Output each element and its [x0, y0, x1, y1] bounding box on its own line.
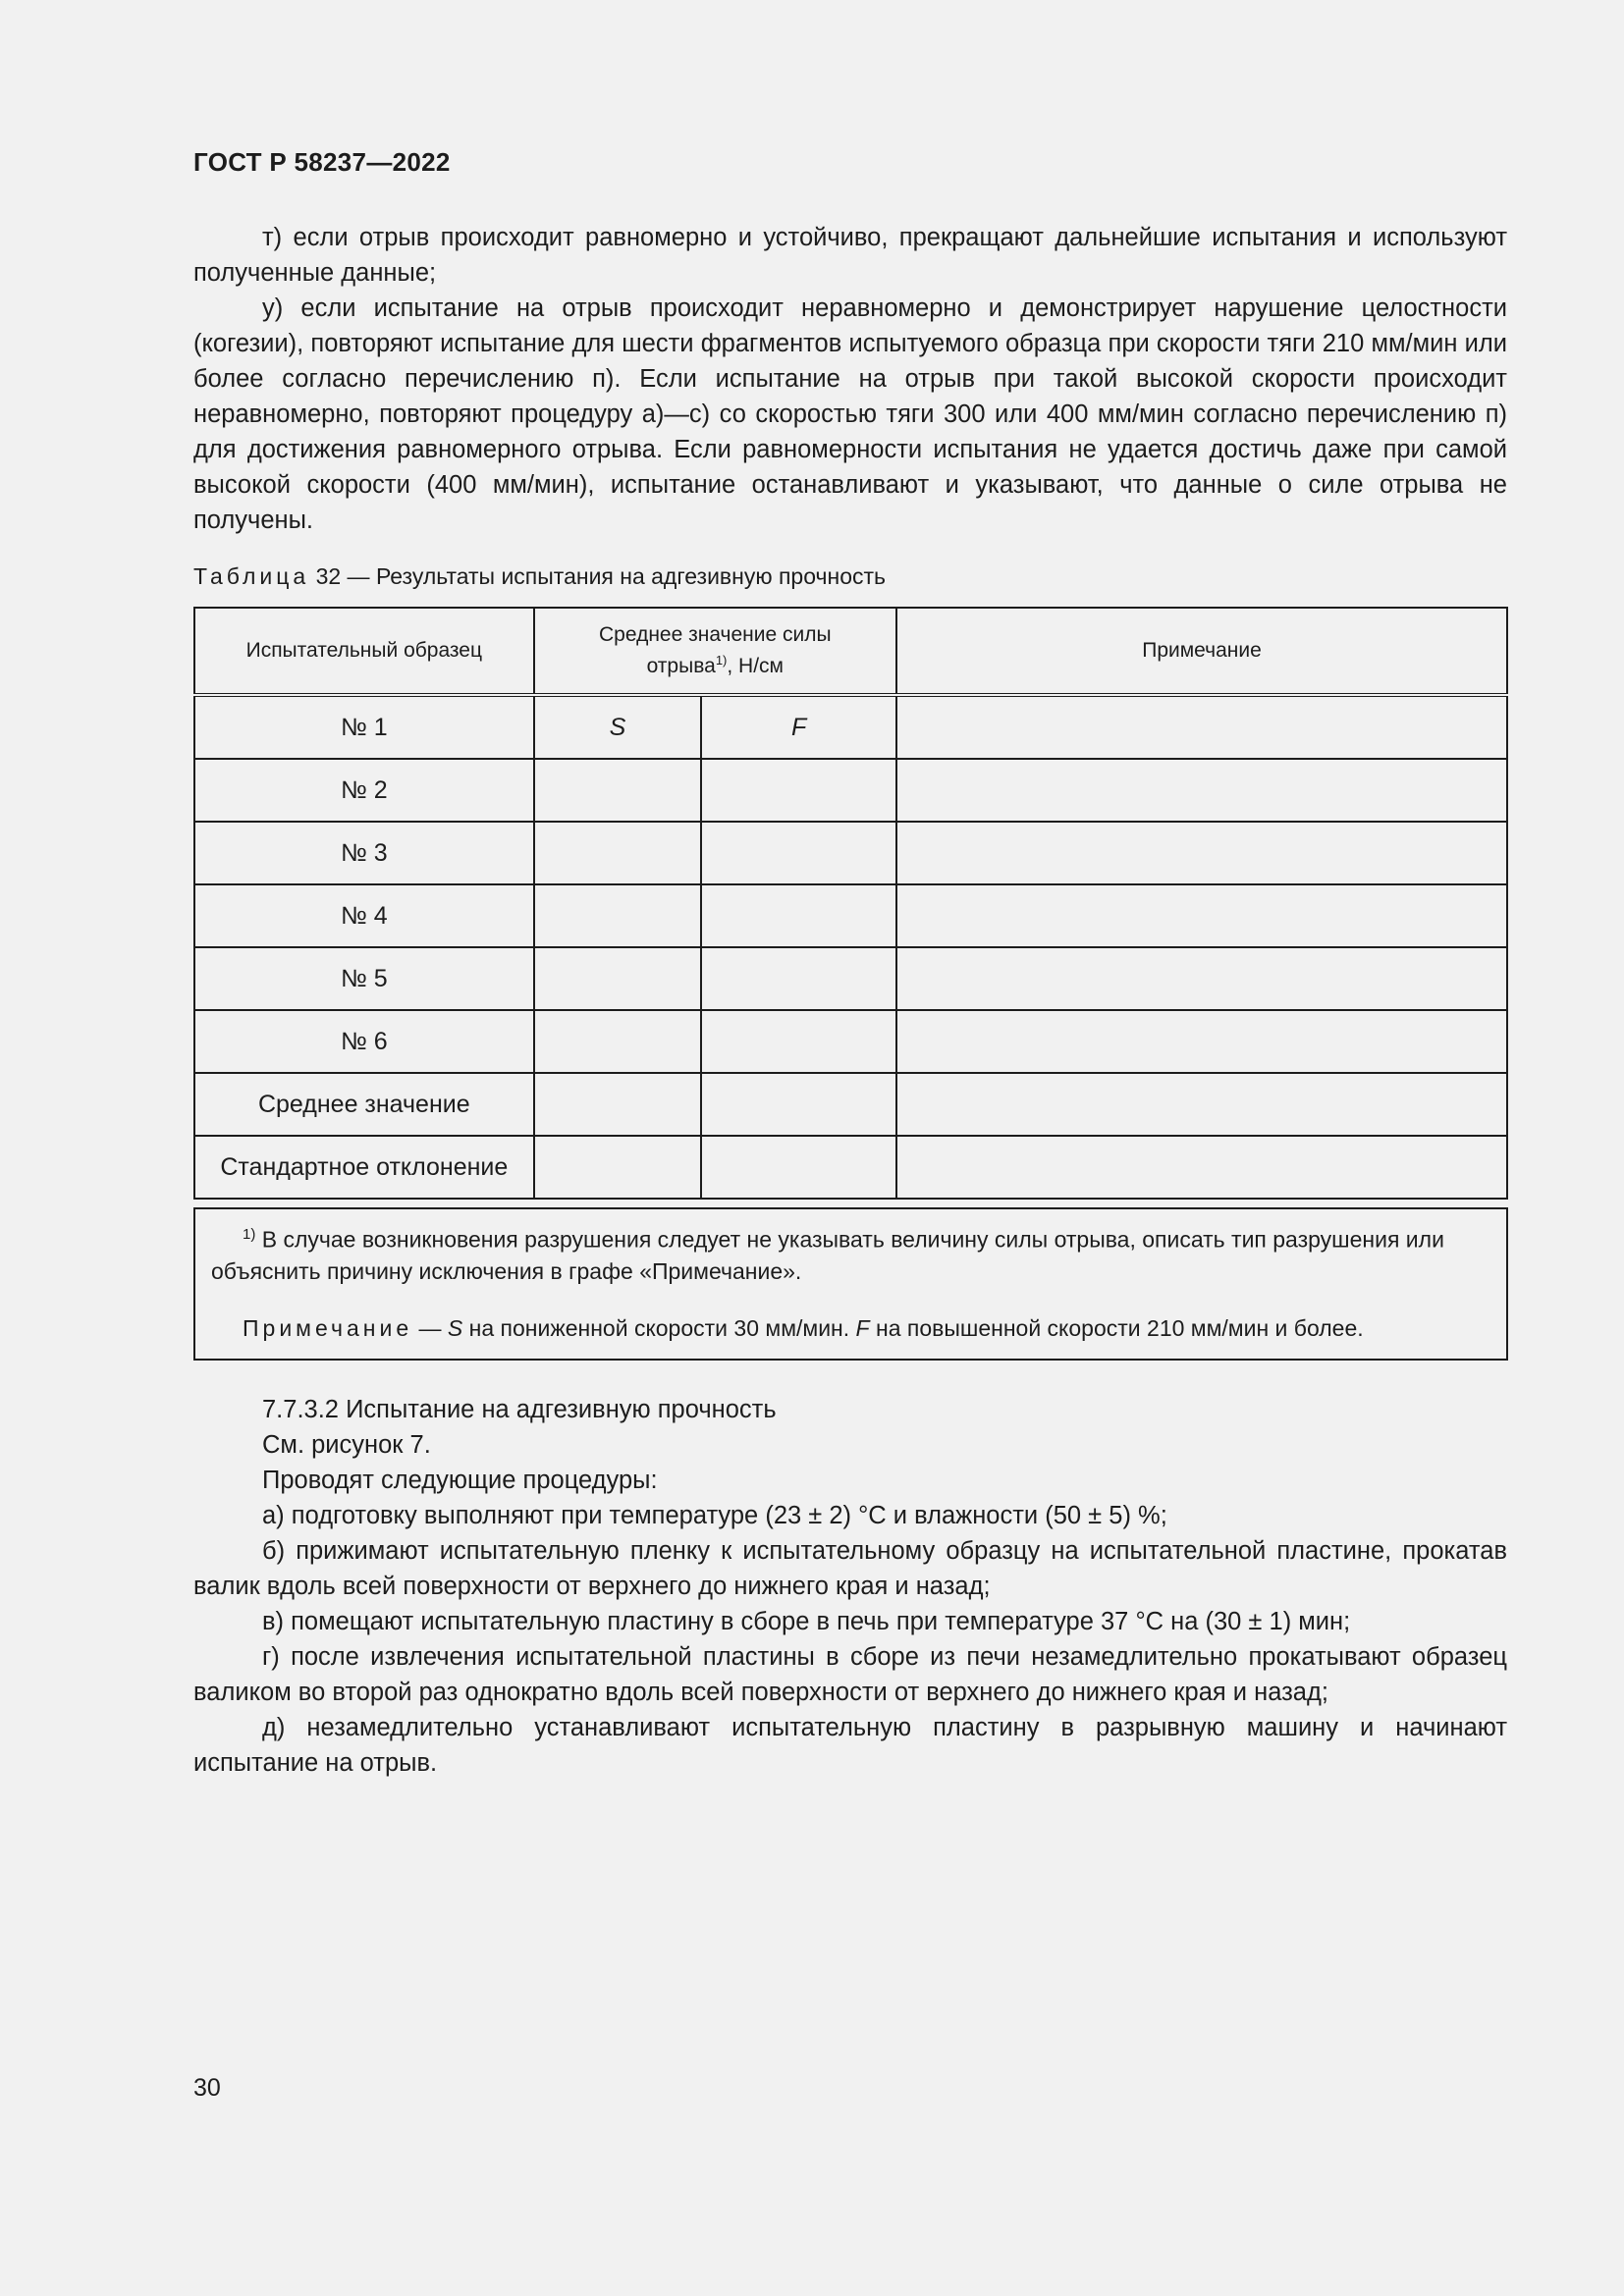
note-s: S	[447, 1315, 463, 1341]
f-cell	[701, 947, 896, 1010]
note-label: Примечание	[243, 1315, 413, 1341]
row-label: Среднее значение	[194, 1073, 534, 1136]
note-cell	[896, 884, 1507, 947]
table-row	[194, 822, 1507, 884]
f-cell	[701, 1010, 896, 1073]
results-table	[193, 607, 1508, 1200]
s-cell	[534, 1136, 702, 1199]
note-cell	[896, 759, 1507, 822]
f-cell	[701, 1136, 896, 1199]
note-cell	[896, 822, 1507, 884]
note-cell	[896, 695, 1507, 759]
table-note	[243, 1312, 1364, 1344]
table-row	[194, 1136, 1507, 1199]
s-cell	[534, 759, 702, 822]
bottom-text-block	[193, 1392, 1507, 1781]
table-row	[194, 947, 1507, 1010]
note-end: на повышенной скорости 210 мм/мин и более.	[869, 1315, 1364, 1341]
header-note: Примечание	[896, 608, 1507, 695]
paragraph-t: т) если отрыв происходит равномерно и устойчиво, прекращают дальнейшие испытания и используют полученные данные;	[193, 224, 1507, 287]
row-label: Стандартное отклонение	[194, 1136, 534, 1199]
s-cell	[534, 884, 702, 947]
note-dash: —	[412, 1315, 448, 1341]
procedure-d: д) незамедлительно устанавливают испытательную пластину в разрывную машину и начинают испытание на отрыв.	[193, 1714, 1507, 1777]
table-caption-label: Таблица	[193, 563, 310, 589]
s-cell	[534, 1073, 702, 1136]
table-footnote	[211, 1219, 1492, 1287]
procedure-v: в) помещают испытательную пластину в сборе в печь при температуре 37 °С на (30 ± 1) мин;	[262, 1608, 1351, 1635]
page-number: 30	[193, 2074, 221, 2102]
row-label: № 3	[194, 822, 534, 884]
table-caption-text: 32 — Результаты испытания на адгезивную прочность	[315, 563, 887, 589]
header-force-line1: Среднее значение силы	[599, 623, 832, 646]
s-cell	[534, 822, 702, 884]
table-row	[194, 1073, 1507, 1136]
header-force-unit: , Н/см	[727, 655, 784, 677]
f-cell	[701, 1073, 896, 1136]
paragraph-u: у) если испытание на отрыв происходит неравномерно и демонстрирует нарушение целостности (когезии), повторяют испытание для шести фрагментов испытуемого образца при скорости тяги 210 мм/мин или более согласно перечислению п). Если испытание на отрыв при такой высокой скорости происходит неравномерно, повторяют процедуру а)—с) со скоростью тяги 300 или 400 мм/мин согласно перечислению п) для достижения равномерного отрыва. Если равномерности испытания не удается достичь даже при самой высокой скорости (400 мм/мин), испытание останавливают и указывают, что данные о силе отрыва не получены.	[193, 294, 1507, 534]
top-text-block	[193, 220, 1507, 538]
table-row	[194, 1010, 1507, 1073]
table-row	[194, 884, 1507, 947]
table-row	[194, 695, 1507, 759]
header-force	[534, 608, 896, 695]
subheader-s: S	[534, 695, 702, 759]
procedure-g: г) после извлечения испытательной пластины в сборе из печи незамедлительно прокатывают образец валиком во второй раз однократно вдоль всей поверхности от верхнего до нижнего края и назад;	[193, 1643, 1507, 1706]
row-label: № 5	[194, 947, 534, 1010]
s-cell	[534, 1010, 702, 1073]
subheader-f: F	[701, 695, 896, 759]
table-footer	[193, 1207, 1508, 1361]
figure-reference: См. рисунок 7.	[262, 1431, 431, 1459]
f-cell	[701, 759, 896, 822]
table-header-row	[194, 608, 1507, 695]
note-cell	[896, 947, 1507, 1010]
f-cell	[701, 884, 896, 947]
row-label: № 1	[194, 695, 534, 759]
header-force-line2: отрыва	[646, 655, 716, 677]
footnote-text: В случае возникновения разрушения следует не указывать величину силы отрыва, описать тип разрушения или объяснить причину исключения в графе «Примечание».	[211, 1226, 1444, 1284]
procedure-a: а) подготовку выполняют при температуре (23 ± 2) °С и влажности (50 ± 5) %;	[262, 1502, 1167, 1529]
header-specimen: Испытательный образец	[194, 608, 534, 695]
note-cell	[896, 1136, 1507, 1199]
table-caption	[193, 563, 886, 590]
section-heading: 7.7.3.2 Испытание на адгезивную прочность	[262, 1396, 777, 1423]
header-force-sup: 1)	[715, 653, 728, 667]
note-cell	[896, 1073, 1507, 1136]
note-f: F	[855, 1315, 870, 1341]
row-label: № 4	[194, 884, 534, 947]
procedure-b: б) прижимают испытательную пленку к испытательному образцу на испытательной пластине, прокатав валик вдоль всей поверхности от верхнего до нижнего края и назад;	[193, 1537, 1507, 1600]
procedures-intro: Проводят следующие процедуры:	[262, 1467, 658, 1494]
document-header: ГОСТ Р 58237—2022	[193, 147, 451, 177]
f-cell	[701, 822, 896, 884]
row-label: № 6	[194, 1010, 534, 1073]
footnote-mark: 1)	[243, 1226, 256, 1243]
note-cell	[896, 1010, 1507, 1073]
row-label: № 2	[194, 759, 534, 822]
s-cell	[534, 947, 702, 1010]
note-mid: на пониженной скорости 30 мм/мин.	[462, 1315, 856, 1341]
table-row	[194, 759, 1507, 822]
